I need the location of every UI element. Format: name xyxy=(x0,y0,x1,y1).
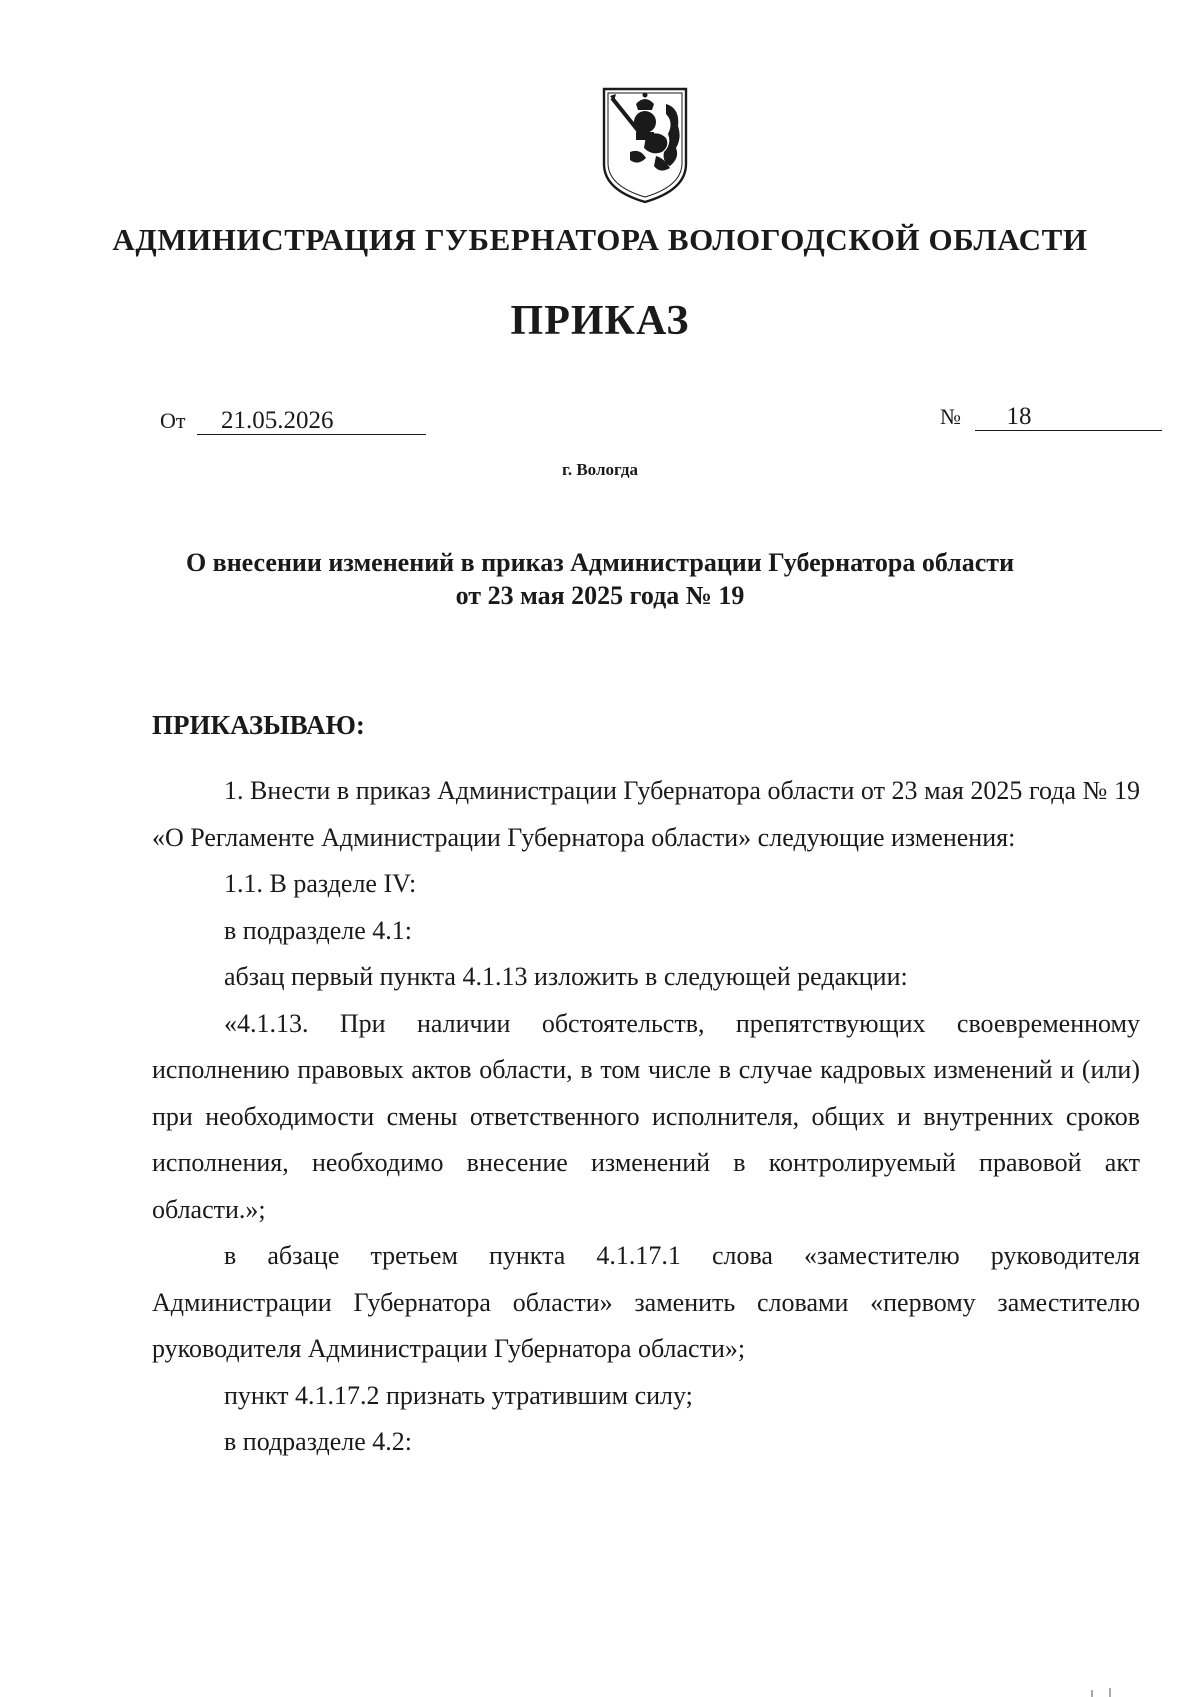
paragraph: в подразделе 4.1: xyxy=(224,915,413,945)
title-line-1: О внесении изменений в приказ Администрации Губернатора области xyxy=(185,548,1015,577)
number-prefix: № xyxy=(940,404,961,429)
document-date: 21.05.2026 xyxy=(197,408,426,435)
paragraph: в подразделе 4.2: xyxy=(224,1427,413,1456)
paragraph: 1.1. В разделе IV: xyxy=(224,869,417,898)
document-type-heading: ПРИКАЗ xyxy=(510,298,690,344)
paragraph: в абзаце третьем пункта 4.1.17.1 слова «заместителю руководителя Администрации Губернатора области» заменить словами «первому заместителю руководителя Администрации Губернатора области»; xyxy=(152,1241,1140,1363)
vologda-coat-of-arms-icon xyxy=(600,86,690,204)
document-body xyxy=(152,768,1140,1466)
paragraph: «4.1.13. При наличии обстоятельств, препятствующих своевременному исполнению правовых актов области, в том числе в случае кадровых изменений и (или) при необходимости смены ответственного исполнителя, общих и внутренних сроков исполнения, необходимо внесение изменений в контролируемый правовой акт области.»; xyxy=(152,1008,1140,1224)
organization-heading: АДМИНИСТРАЦИЯ ГУБЕРНАТОРА ВОЛОГОДСКОЙ ОБЛАСТИ xyxy=(112,222,1088,257)
date-line xyxy=(160,408,426,435)
date-prefix: От xyxy=(160,408,186,433)
number-line xyxy=(940,404,1162,431)
title-line-2: от 23 мая 2025 года № 19 xyxy=(455,581,745,610)
paragraph: 1. Внести в приказ Администрации Губернатора области от 23 мая 2025 года № 19 «О Регламенте Администрации Губернатора области» следующие изменения: xyxy=(152,776,1140,852)
document-title xyxy=(0,546,1200,612)
paragraph: пункт 4.1.17.2 признать утратившим силу; xyxy=(224,1380,693,1410)
orders-heading: ПРИКАЗЫВАЮ: xyxy=(152,710,365,740)
city-label: г. Вологда xyxy=(562,460,638,479)
paragraph: абзац первый пункта 4.1.13 изложить в следующей редакции: xyxy=(224,962,908,991)
document-number: 18 xyxy=(975,404,1162,431)
scan-edge-mark xyxy=(1090,1688,1112,1697)
